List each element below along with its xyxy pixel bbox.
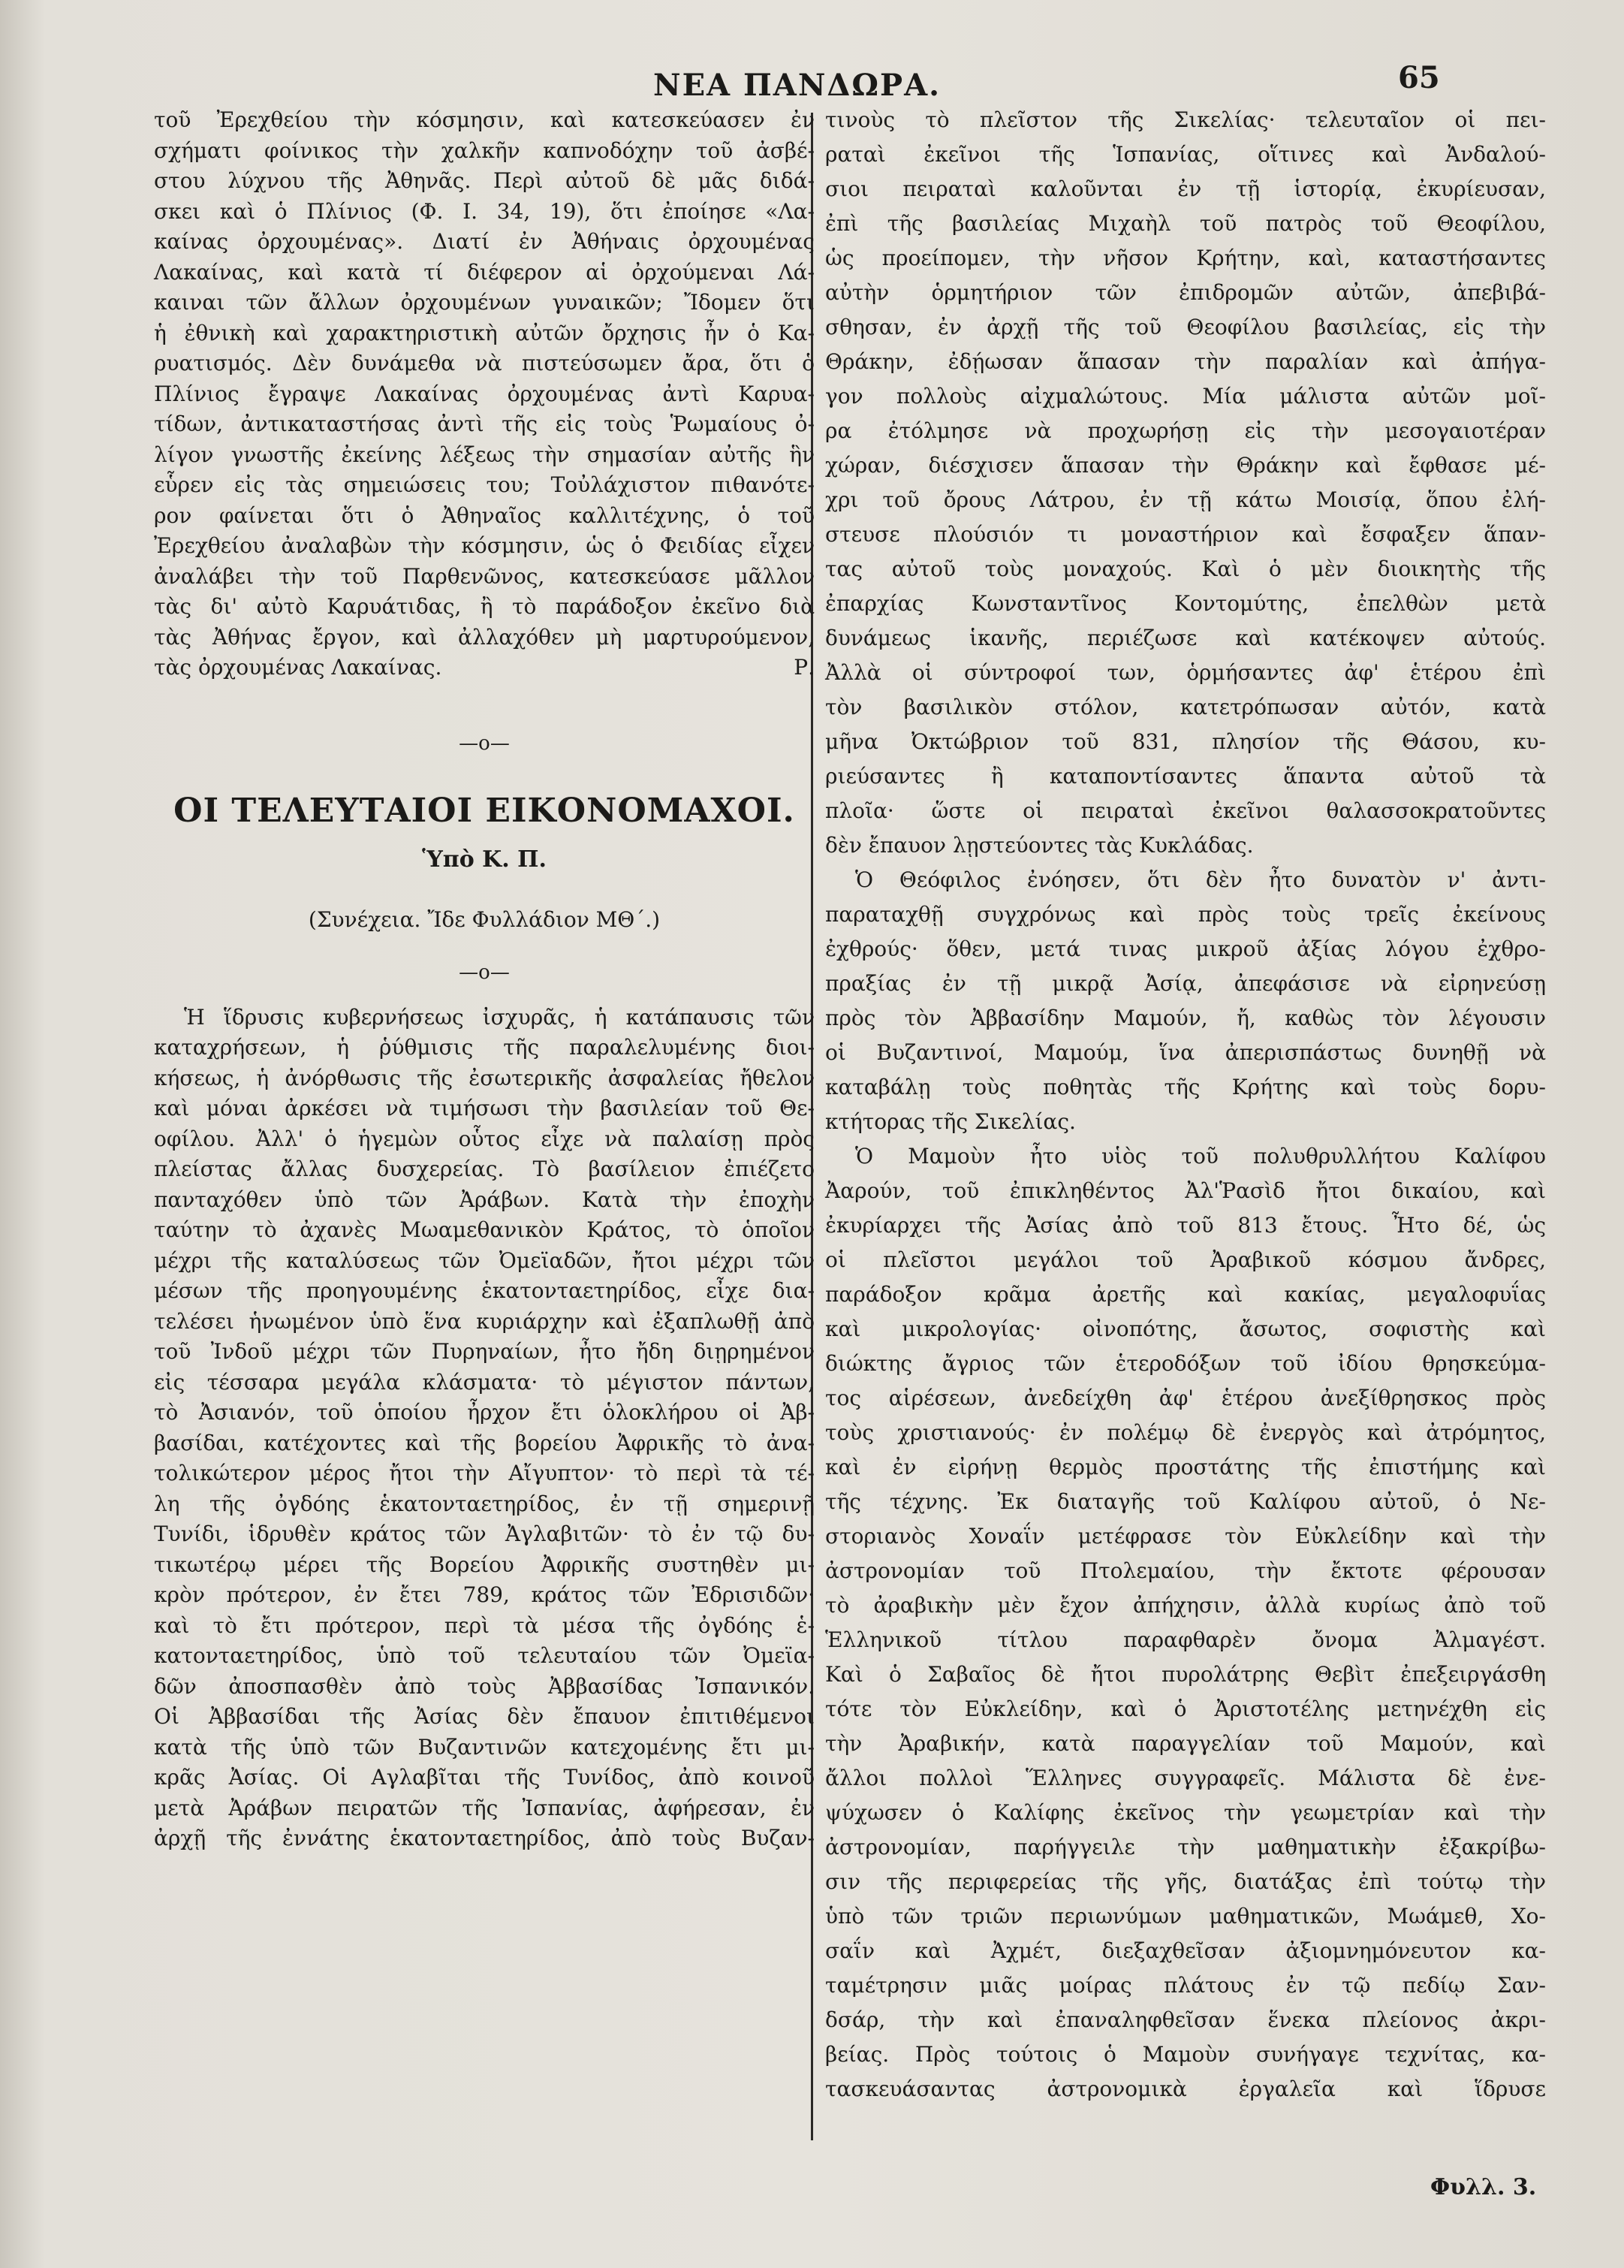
text-line: Ἡ ἵδρυσις κυβερνήσεως ἰσχυρᾶς, ἡ κατάπαυσις τῶν <box>184 1004 815 1030</box>
text-line: Ἀαρούν, τοῦ ἐπικληθέντος Ἀλ'Ῥασὶδ ἤτοι δικαίου, καὶ <box>825 1178 1546 1203</box>
text-line: δῶν ἀποσπασθὲν ἀπὸ τοὺς Ἀββασίδας Ἰσπανικόν. <box>154 1673 815 1699</box>
text-line: τελέσει ἡνωμένον ὑπὸ ἕνα κυριάρχην καὶ ἐξαπλωθῇ ἀπὸ <box>154 1308 815 1334</box>
text-line: Θράκην, ἐδῄωσαν ἅπασαν τὴν παραλίαν καὶ ἀπήγα- <box>825 349 1546 374</box>
text-line: βασίδαι, κατέχοντες καὶ τῆς βορείου Ἀφρικῆς τὸ ἀνα- <box>154 1430 815 1455</box>
text-line: ὑπὸ τῶν τριῶν περιωνύμων μαθηματικῶν, Μωάμεθ, Χο- <box>825 1904 1546 1929</box>
text-line: οἱ Βυζαντινοί, Μαμούμ, ἵνα ἀπερισπάστως δυνηθῇ νὰ <box>825 1040 1546 1065</box>
text-line: ταμέτρησιν μιᾶς μοίρας πλάτους ἐν τῷ πεδίῳ Σαν- <box>825 1973 1546 1998</box>
text-line: τὰς Ἀθήνας ἔργον, καὶ ἀλλαχόθεν μὴ μαρτυρούμενον, <box>154 624 815 650</box>
separator: —ο— <box>459 961 510 984</box>
running-title: ΝΕΑ ΠΑΝΔΩΡΑ. <box>653 68 942 103</box>
text-line: στου λύχνου τῆς Ἀθηνᾶς. Περὶ αὐτοῦ δὲ μᾶς διδά- <box>154 168 815 193</box>
text-line: ὡς προείπομεν, τὴν νῆσον Κρήτην, καὶ, καταστήσαντες <box>825 246 1546 270</box>
text-line: κρὸν πρότερον, ἐν ἔτει 789, κράτος τῶν Ἐδρισιδῶν· <box>154 1582 815 1607</box>
text-line: Οἱ Ἀββασίδαι τῆς Ἀσίας δὲν ἔπαυον ἐπιτιθέμενοι <box>154 1704 815 1729</box>
text-line: σθησαν, ἐν ἀρχῇ τῆς τοῦ Θεοφίλου βασιλείας, εἰς τὴν <box>825 315 1546 339</box>
text-line: δυνάμεως ἱκανῆς, περιέζωσε καὶ κατέκοψεν αὐτούς. <box>825 626 1546 650</box>
text-line: γον πολλοὺς αἰχμαλώτους. Μία μάλιστα αὐτῶν μοῖ- <box>825 384 1546 409</box>
text-line: σιν τῆς περιφερείας τῆς γῆς, διατάξας ἐπὶ τούτῳ τὴν <box>825 1869 1546 1894</box>
text-line: μῆνα Ὀκτώβριον τοῦ 831, πλησίον τῆς Θάσου, κυ- <box>825 729 1546 754</box>
text-line: Πλίνιος ἔγραψε Λακαίνας ὀρχουμένας ἀντὶ Καρυα- <box>154 381 815 406</box>
text-line: λη τῆς ὀγδόης ἑκατονταετηρίδος, ἐν τῇ σημερινῇ <box>154 1491 815 1516</box>
text-line: κήσεως, ἡ ἀνόρθωσις τῆς ἐσωτερικῆς ἀσφαλείας ἤθελον <box>154 1065 815 1090</box>
text-line: ταύτην τὸ ἀχανὲς Μωαμεθανικὸν Κράτος, τὸ ὁποῖον <box>154 1217 815 1242</box>
text-line: ἐπὶ τῆς βασιλείας Μιχαὴλ τοῦ πατρὸς τοῦ Θεοφίλου, <box>825 211 1546 236</box>
text-line: ἐπαρχίας Κωνσταντῖνος Κοντομύτης, ἐπελθὼν μετὰ <box>825 591 1546 616</box>
text-line: πανταχόθεν ὑπὸ τῶν Ἀράβων. Κατὰ τὴν ἐποχὴν <box>154 1187 815 1212</box>
text-line: ἡ ἐθνικὴ καὶ χαρακτηριστικὴ αὐτῶν ὄρχησις ἦν ὁ Κα- <box>154 320 815 345</box>
text-line: καὶ μικρολογίας· οἰνοπότης, ἄσωτος, σοφιστὴς καὶ <box>825 1316 1546 1341</box>
text-line: μέχρι τῆς καταλύσεως τῶν Ὀμεϊαδῶν, ἤτοι μέχρι τῶν <box>154 1247 815 1273</box>
text-line: τίδων, ἀντικαταστήσας ἀντὶ τῆς εἰς τοὺς Ῥωμαίους ὀ- <box>154 412 815 436</box>
text-line: καταχρήσεων, ἡ ῥύθμισις τῆς παραλελυμένης διοι- <box>154 1035 815 1060</box>
text-line: κτήτορας τῆς Σικελίας. <box>825 1109 1076 1134</box>
text-line: ἀστρονομίαν, παρήγγειλε τὴν μαθηματικὴν ἐξακρίβω- <box>825 1835 1546 1859</box>
text-line: στευσε πλούσιόν τι μοναστήριον καὶ ἔσφαξεν ἅπαν- <box>825 522 1546 547</box>
text-line: οἱ πλεῖστοι μεγάλοι τοῦ Ἀραβικοῦ κόσμου ἄνδρες, <box>825 1247 1546 1272</box>
text-line: καταβάλῃ τοὺς ποθητὰς τῆς Κρήτης καὶ τοὺς δορυ- <box>825 1075 1546 1099</box>
text-line: ἀρχῇ τῆς ἐννάτης ἑκατονταετηρίδος, ἀπὸ τοὺς Βυζαν- <box>154 1826 815 1850</box>
text-line: μέσων τῆς προηγουμένης ἑκατονταετηρίδος, εἶχε δια- <box>154 1278 815 1303</box>
separator: —ο— <box>459 731 510 755</box>
text-line: τὰς δι' αὐτὸ Καρυάτιδας, ἢ τὸ παράδοξον ἐκεῖνο διὰ <box>154 594 815 619</box>
continuation-note: (Συνέχεια. Ἴδε Φυλλάδιον ΜΘ΄.) <box>308 906 661 932</box>
text-line: εἰς τέσσαρα μεγάλα κλάσματα· τὸ μέγιστον πάντων, <box>154 1369 815 1395</box>
text-line: ἄλλοι πολλοὶ Ἕλληνες συγγραφεῖς. Μάλιστα δὲ ἐνε- <box>825 1766 1546 1790</box>
text-line: κρᾶς Ἀσίας. Οἱ Αγλαβῖται τῆς Τυνίδος, ἀπὸ κοινοῦ <box>154 1765 815 1790</box>
text-line: τὸ Ἀσιανόν, τοῦ ὁποίου ἦρχον ἔτι ὁλοκλήρου οἱ Ἀβ- <box>154 1400 815 1425</box>
text-line: δὲν ἔπαυον λῃστεύοντες τὰς Κυκλάδας. <box>825 833 1254 858</box>
article-title: ΟΙ ΤΕΛΕΥΤΑΙΟΙ ΕΙΚΟΝΟΜΑΧΟΙ. <box>173 791 795 830</box>
text-line: ρυατισμός. Δὲν δυνάμεθα νὰ πιστεύσωμεν ἄρα, ὅτι ὁ <box>154 351 815 375</box>
text-line: βείας. Πρὸς τούτοις ὁ Μαμοὺν συνήγαγε τεχνίτας, κα- <box>825 2042 1546 2067</box>
text-line: καίνας ὀρχουμένας». Διατί ἐν Ἀθήναις ὀρχουμένας <box>154 229 815 254</box>
text-line: Καὶ ὁ Σαβαῖος δὲ ἤτοι πυρολάτρης Θεβὶτ ἐπεξειργάσθη <box>825 1662 1546 1687</box>
text-line: τος αἱρέσεων, ἀνεδείχθη ἀφ' ἑτέρου ἀνεξίθρησκος πρὸς <box>825 1386 1546 1410</box>
text-line: πλοῖα· ὥστε οἱ πειραταὶ ἐκεῖνοι θαλασσοκρατοῦντες <box>825 798 1546 823</box>
text-line: ἐκυρίαρχει τῆς Ἀσίας ἀπὸ τοῦ 813 ἔτους. Ἦτο δέ, ὡς <box>825 1213 1546 1238</box>
text-line: σιοι πειραταὶ καλοῦνται ἐν τῇ ἱστορίᾳ, ἐκυρίευσαν, <box>825 176 1546 201</box>
text-line: Ἑλληνικοῦ τίτλου παραφθαρὲν ὄνομα Ἀλμαγέστ. <box>825 1627 1546 1652</box>
text-line: τοῦ Ἰνδοῦ μέχρι τῶν Πυρηναίων, ἦτο ἤδη διῃρημένον <box>154 1339 815 1364</box>
text-line: ἐχθρούς· ὅθεν, μετά τινας μικροῦ ἀξίας λόγου ἐχθρο- <box>825 936 1546 961</box>
text-line: τοὺς χριστιανούς· ἐν πολέμῳ δὲ ἐνεργὸς καὶ ἀτρόμητος, <box>825 1420 1546 1445</box>
text-line: μετὰ Ἀράβων πειρατῶν τῆς Ἰσπανίας, ἀφήρεσαν, ἐν <box>154 1795 815 1820</box>
text-line: Ἐρεχθείου ἀναλαβὼν τὴν κόσμησιν, ὡς ὁ Φειδίας εἶχεν <box>154 533 815 558</box>
text-line: οφίλου. Ἀλλ' ὁ ἡγεμὼν οὗτος εἶχε νὰ παλαίσῃ πρὸς <box>154 1126 815 1151</box>
text-line: χρι τοῦ ὄρους Λάτρου, ἐν τῇ κάτω Μοισίᾳ, ὅπου ἐλή- <box>825 487 1546 512</box>
text-line: αὐτὴν ὁρμητήριον τῶν ἐπιδρομῶν αὐτῶν, ἀπεβιβά- <box>825 280 1546 305</box>
text-line: κατονταετηρίδος, ὑπὸ τοῦ τελευταίου τῶν Ὀμεϊα- <box>154 1643 815 1668</box>
signature: Ρ. <box>794 655 815 680</box>
text-line: καιναι τῶν ἄλλων ὀρχουμένων γυναικῶν; Ἴδομεν ὅτι <box>154 290 815 315</box>
text-line: τότε τὸν Εὐκλείδην, καὶ ὁ Ἀριστοτέλης μετηνέχθη εἰς <box>825 1696 1546 1721</box>
text-line: τὴν Ἀραβικήν, κατὰ παραγγελίαν τοῦ Μαμούν, καὶ <box>825 1731 1546 1756</box>
page-number: 65 <box>1398 60 1440 95</box>
text-line: ριεύσαντες ἢ καταποντίσαντες ἅπαντα αὐτοῦ τὰ <box>825 764 1546 789</box>
text-line: Ἀλλὰ οἱ σύντροφοί των, ὁρμήσαντες ἀφ' ἑτέρου ἐπὶ <box>825 660 1546 685</box>
text-line: ψύχωσεν ὁ Καλίφης ἐκεῖνος τὴν γεωμετρίαν καὶ τὴν <box>825 1800 1546 1825</box>
text-line: παραταχθῇ συγχρόνως καὶ πρὸς τοὺς τρεῖς ἐκείνους <box>825 902 1546 927</box>
text-line: σχήματι φοίνικος τὴν χαλκῆν καπνοδόχην τοῦ ἀσβέ- <box>154 137 815 163</box>
text-line: ραταὶ ἐκεῖνοι τῆς Ἱσπανίας, οἵτινες καὶ Ἀνδαλού- <box>825 142 1546 167</box>
text-line: εὗρεν εἰς τὰς σημειώσεις του; Τοὐλάχιστον πιθανότε- <box>154 472 815 497</box>
text-line: τὸ ἀραβικὴν μὲν ἔχον ἀπήχησιν, ἀλλὰ κυρίως ἀπὸ τοῦ <box>825 1593 1546 1618</box>
text-line: ἀστρονομίαν τοῦ Πτολεμαίου, τὴν ἔκτοτε φέρουσαν <box>825 1558 1546 1583</box>
text-line: πρὸς τὸν Ἀββασίδην Μαμούν, ἤ, καθὼς τὸν λέγουσιν <box>825 1006 1546 1030</box>
text-line: στοριανὸς Χοναΐν μετέφρασε τὸν Εὐκλείδην καὶ τὴν <box>825 1524 1546 1549</box>
text-line: πραξίας ἐν τῇ μικρᾷ Ἀσίᾳ, ἀπεφάσισε νὰ εἰρηνεύσῃ <box>825 971 1546 996</box>
text-line: τασκευάσαντας ἀστρονομικὰ ἐργαλεῖα καὶ ἵδρυσε <box>825 2076 1546 2101</box>
text-line: χώραν, διέσχισεν ἅπασαν τὴν Θράκην καὶ ἔφθασε μέ- <box>825 453 1546 478</box>
text-line: τοῦ Ἐρεχθείου τὴν κόσμησιν, καὶ κατεσκεύασεν ἐν <box>154 107 815 132</box>
text-line: σκει καὶ ὁ Πλίνιος (Φ. Ι. 34, 19), ὅτι ἐποίησε «Λα- <box>154 198 815 224</box>
text-line: τὰς ὀρχουμένας Λακαίνας. <box>154 655 442 680</box>
text-line: κατὰ τῆς ὑπὸ τῶν Βυζαντινῶν κατεχομένης ἔτι μι- <box>154 1734 815 1760</box>
text-line: ρον φαίνεται ὅτι ὁ Ἀθηναῖος καλλιτέχνης, ὁ τοῦ <box>154 502 815 528</box>
text-line: καὶ τὸ ἔτι πρότερον, περὶ τὰ μέσα τῆς ὀγδόης ἑ- <box>154 1612 815 1638</box>
author-line: Ὑπὸ Κ. Π. <box>422 846 547 873</box>
text-line: σαΐν καὶ Ἀχμέτ, διεξαχθεῖσαν ἀξιομνημόνευτον κα- <box>825 1938 1546 1963</box>
text-line: καὶ ἐν εἰρήνῃ θερμὸς προστάτης τῆς ἐπιστήμης καὶ <box>825 1455 1546 1479</box>
text-line: παράδοξον κρᾶμα ἀρετῆς καὶ κακίας, μεγαλοφυΐας <box>825 1282 1546 1307</box>
text-line: πλείστας ἄλλας δυσχερείας. Τὸ βασίλειον ἐπιέζετο <box>154 1157 815 1181</box>
text-line: Ὁ Μαμοὺν ἦτο υἱὸς τοῦ πολυθρυλλήτου Καλίφου <box>855 1144 1546 1169</box>
text-line: ἀναλάβει τὴν τοῦ Παρθενῶνος, κατεσκεύασε μᾶλλον <box>154 563 815 589</box>
text-line: τὸν βασιλικὸν στόλον, κατετρόπωσαν αὐτόν, κατὰ <box>825 695 1546 719</box>
sheet-mark: Φυλλ. 3. <box>1430 2174 1537 2200</box>
page-header <box>0 30 1624 103</box>
text-line: τινοὺς τὸ πλεῖστον τῆς Σικελίας· τελευταῖον οἱ πει- <box>825 107 1546 132</box>
text-line: Λακαίνας, καὶ κατὰ τί διέφερον αἱ ὀρχούμεναι Λά- <box>154 259 815 285</box>
text-line: ρα ἐτόλμησε νὰ προχωρήσῃ εἰς τὴν μεσογαιοτέραν <box>825 418 1546 443</box>
text-line: τας αὐτοῦ τοὺς μοναχούς. Καὶ ὁ μὲν διοικητὴς τῆς <box>825 556 1546 581</box>
text-line: τῆς τέχνης. Ἐκ διαταγῆς τοῦ Καλίφου αὐτοῦ, ὁ Νε- <box>825 1489 1546 1514</box>
text-line: τικωτέρῳ μέρει τῆς Βορείου Ἀφρικῆς συστηθὲν μι- <box>154 1552 815 1577</box>
text-line: λίγον γνωστῆς ἐκείνης λέξεως τὴν σημασίαν αὐτῆς ἣν <box>154 442 815 467</box>
text-line: Τυνίδι, ἱδρυθὲν κράτος τῶν Ἀγλαβιτῶν· τὸ ἐν τῷ δυ- <box>154 1522 815 1546</box>
text-line: καὶ μόναι ἀρκέσει νὰ τιμήσωσι τὴν βασιλείαν τοῦ Θε- <box>154 1096 815 1120</box>
text-line: Ὁ Θεόφιλος ἐνόησεν, ὅτι δὲν ἦτο δυνατὸν ν' ἀντι- <box>855 867 1546 892</box>
text-line: τολικώτερον μέρος ἤτοι τὴν Αἴγυπτον· τὸ περὶ τὰ τέ- <box>154 1461 815 1485</box>
text-line: διώκτης ἄγριος τῶν ἑτεροδόξων τοῦ ἰδίου θρησκεύμα- <box>825 1351 1546 1376</box>
text-line: δσάρ, τὴν καὶ ἐπαναληφθεῖσαν ἕνεκα πλείονος ἀκρι- <box>825 2007 1546 2032</box>
